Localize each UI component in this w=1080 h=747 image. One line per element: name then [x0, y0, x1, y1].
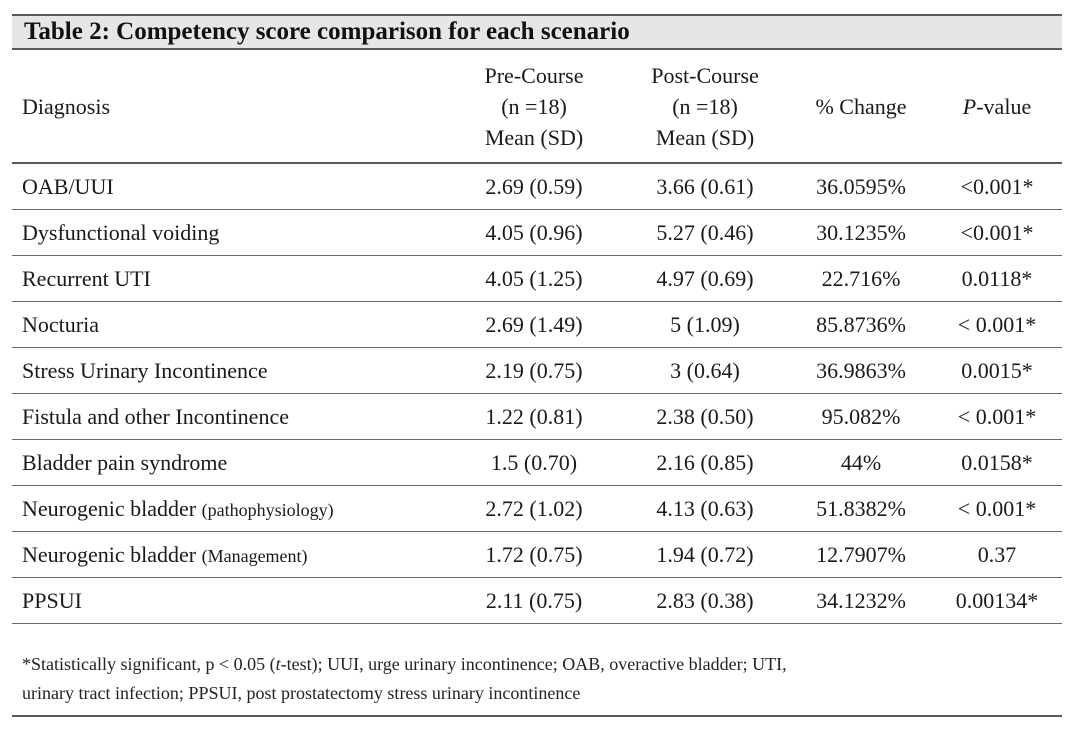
- table-row: [12, 532, 1062, 578]
- cell-post-course: 3 (0.64): [620, 348, 790, 394]
- cell-post-course: 5 (1.09): [620, 302, 790, 348]
- table-footnote: *Statistically significant, p < 0.05 (t-test); UUI, urge urinary incontinence; OAB, overactive bladder; UTI, urinary tract infection; PPSUI, post prostatectomy stress urinary incontinence: [22, 654, 787, 703]
- cell-diagnosis: Recurrent UTI: [12, 256, 448, 302]
- cell-post-course: 2.38 (0.50): [620, 394, 790, 440]
- cell-pre-course: 2.69 (0.59): [448, 163, 620, 210]
- table-row: [12, 210, 1062, 256]
- cell-percent-change: 36.9863%: [790, 348, 932, 394]
- header-diagnosis: Diagnosis: [12, 50, 448, 163]
- table-row: [12, 440, 1062, 486]
- table-title: Table 2: Competency score comparison for each scenario: [24, 18, 630, 45]
- cell-p-value: < 0.001*: [932, 486, 1062, 532]
- cell-post-course: 2.83 (0.38): [620, 578, 790, 624]
- cell-pre-course: 4.05 (1.25): [448, 256, 620, 302]
- cell-diagnosis: OAB/UUI: [12, 163, 448, 210]
- table-header-row: [12, 50, 1062, 163]
- cell-p-value: 0.37: [932, 532, 1062, 578]
- table-row: [12, 302, 1062, 348]
- cell-diagnosis: Neurogenic bladder (Management): [12, 532, 448, 578]
- cell-percent-change: 95.082%: [790, 394, 932, 440]
- header-percent-change: % Change: [790, 50, 932, 163]
- table-row: [12, 256, 1062, 302]
- cell-diagnosis: Stress Urinary Incontinence: [12, 348, 448, 394]
- cell-p-value: 0.00134*: [932, 578, 1062, 624]
- cell-pre-course: 1.22 (0.81): [448, 394, 620, 440]
- cell-post-course: 3.66 (0.61): [620, 163, 790, 210]
- cell-pre-course: 4.05 (0.96): [448, 210, 620, 256]
- cell-pre-course: 2.72 (1.02): [448, 486, 620, 532]
- cell-post-course: 5.27 (0.46): [620, 210, 790, 256]
- header-pre-course: Pre-Course (n =18) Mean (SD): [448, 50, 620, 163]
- cell-post-course: 1.94 (0.72): [620, 532, 790, 578]
- header-p-value: P-value: [932, 50, 1062, 163]
- cell-percent-change: 30.1235%: [790, 210, 932, 256]
- competency-table: [12, 50, 1062, 624]
- cell-post-course: 4.97 (0.69): [620, 256, 790, 302]
- cell-percent-change: 36.0595%: [790, 163, 932, 210]
- bottom-rule: [12, 715, 1062, 717]
- cell-pre-course: 1.72 (0.75): [448, 532, 620, 578]
- cell-post-course: 4.13 (0.63): [620, 486, 790, 532]
- cell-percent-change: 51.8382%: [790, 486, 932, 532]
- cell-post-course: 2.16 (0.85): [620, 440, 790, 486]
- cell-p-value: < 0.001*: [932, 302, 1062, 348]
- cell-p-value: 0.0118*: [932, 256, 1062, 302]
- cell-percent-change: 44%: [790, 440, 932, 486]
- cell-p-value: <0.001*: [932, 210, 1062, 256]
- cell-percent-change: 34.1232%: [790, 578, 932, 624]
- cell-diagnosis: Nocturia: [12, 302, 448, 348]
- cell-percent-change: 22.716%: [790, 256, 932, 302]
- cell-p-value: 0.0158*: [932, 440, 1062, 486]
- cell-p-value: 0.0015*: [932, 348, 1062, 394]
- cell-diagnosis: Bladder pain syndrome: [12, 440, 448, 486]
- cell-diagnosis: Dysfunctional voiding: [12, 210, 448, 256]
- cell-percent-change: 85.8736%: [790, 302, 932, 348]
- cell-pre-course: 2.69 (1.49): [448, 302, 620, 348]
- cell-pre-course: 2.19 (0.75): [448, 348, 620, 394]
- cell-pre-course: 2.11 (0.75): [448, 578, 620, 624]
- header-post-course: Post-Course (n =18) Mean (SD): [620, 50, 790, 163]
- cell-diagnosis: Neurogenic bladder (pathophysiology): [12, 486, 448, 532]
- cell-p-value: <0.001*: [932, 163, 1062, 210]
- table-row: [12, 348, 1062, 394]
- table-row: [12, 578, 1062, 624]
- cell-diagnosis: Fistula and other Incontinence: [12, 394, 448, 440]
- cell-pre-course: 1.5 (0.70): [448, 440, 620, 486]
- cell-diagnosis: PPSUI: [12, 578, 448, 624]
- table-row: [12, 394, 1062, 440]
- table-title-bar: [12, 14, 1062, 50]
- table-row: [12, 486, 1062, 532]
- cell-percent-change: 12.7907%: [790, 532, 932, 578]
- cell-p-value: < 0.001*: [932, 394, 1062, 440]
- table-row: [12, 163, 1062, 210]
